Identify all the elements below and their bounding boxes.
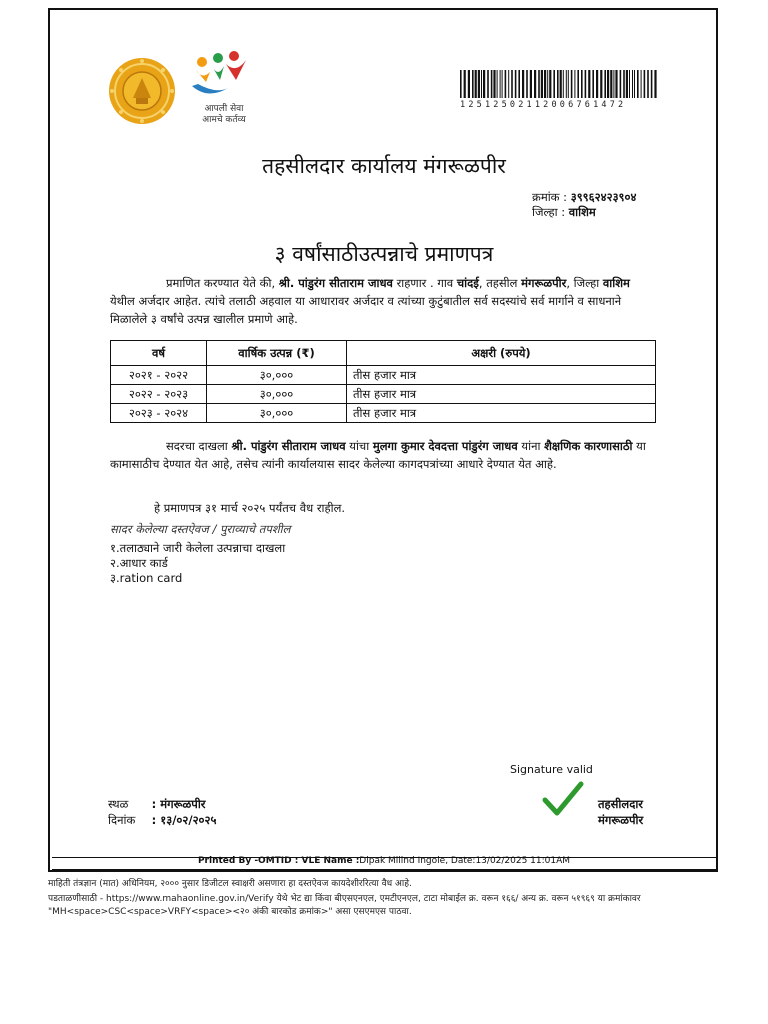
barcode-bar [647, 70, 649, 98]
barcode-bar [557, 70, 559, 98]
barcode-bar [508, 70, 509, 98]
barcode-bar [472, 70, 474, 98]
footer-sms-format: "MH<space>CSC<space>VRFY<space><२० अंकी बारकोड क्रमांक>" असा एसएमएस पाठवा. [48, 907, 412, 917]
barcode-bar [538, 70, 540, 98]
barcode-bar [553, 70, 555, 98]
certificate-number-row [532, 190, 637, 205]
aapli-seva-tagline [194, 104, 254, 126]
barcode-bar [464, 70, 466, 98]
place-value: : मंगरूळपीर [151, 797, 206, 811]
barcode-bar [577, 70, 579, 98]
footer-divider-bottom [52, 869, 716, 870]
barcode-number: 12512502112006761472 [460, 100, 627, 110]
cell-income: ३०,००० [207, 366, 347, 385]
barcode-bar [500, 70, 501, 98]
place-label: स्थळ [108, 797, 129, 811]
barcode-bar [475, 70, 477, 98]
applicant-name: श्री. पांडुरंग सीताराम जाधव [278, 276, 393, 290]
barcode-bar [491, 70, 493, 98]
beneficiary-name: मुलगा कुमार देवदत्ता पांडुरंग जाधव [372, 439, 518, 453]
barcode-bar [518, 70, 520, 98]
district-label: जिल्हा : [532, 205, 566, 219]
barcode-bar [549, 70, 551, 98]
barcode-bar [493, 70, 495, 98]
cell-words: तीस हजार मात्र [347, 385, 656, 404]
barcode-bar [623, 70, 625, 98]
barcode-bar [629, 70, 630, 98]
footer-legal-note: माहिती तंत्रज्ञान (मात) अधिनियम, २००० नुसार डिजीटल स्वाक्षरी असणारा हा दस्तऐवज कायदेशीररित्या वैध आहे. [48, 879, 412, 889]
cell-income: ३०,००० [207, 404, 347, 423]
barcode-bar [592, 70, 594, 98]
cell-words: तीस हजार मात्र [347, 366, 656, 385]
table-row [111, 385, 656, 404]
certificate-title: ३ वर्षांसाठीउत्पन्नाचे प्रमाणपत्र [274, 242, 494, 266]
barcode-bar [530, 70, 532, 98]
printed-by-details: Dipak Milind Ingole, Date:13/02/2025 11:01AM [359, 856, 571, 866]
barcode-bar [541, 70, 543, 98]
purpose-text-4: या कामासाठीच देण्यात येत आहे, तसेच त्यांनी कार्यालयास सादर केलेल्या कागदपत्रांच्या आधारे देण्यात येत आहे. [110, 439, 646, 471]
intro-text-5: येथील अर्जदार आहेत. त्यांचे तलाठी अहवाल या आधारावर अर्जदार व त्यांच्या कुटुंबातील सर्व सदस्यांचे सर्व मार्गाने व साधनाने मिळालेले ३ वर्षांचे उत्पन्न खालील प्रमाणे आहे. [110, 294, 622, 326]
footer-verify-note: पडताळणीसाठी - https://www.mahaonline.gov.in/Verify येथे भेट द्या किंवा बीएसएनएल, एमटीएनएल, टाटा मोबाईल क्र. वरून १६६/ अन्य क्र. वरून ५१९६९ या क्रमांकावर [48, 894, 641, 904]
barcode-bar [468, 70, 470, 98]
purpose-text-2: यांचा [345, 439, 373, 453]
barcode-bar [585, 70, 587, 98]
barcode-bar [641, 70, 642, 98]
barcode-bar [526, 70, 528, 98]
place-row [108, 797, 206, 812]
date-row [108, 813, 217, 828]
office-title: तहसीलदार कार्यालय मंगरूळपीर [262, 154, 506, 178]
barcode-bar [483, 70, 485, 98]
cell-year: २०२३ - २०२४ [111, 404, 207, 423]
table-row [111, 366, 656, 385]
barcode-bar [654, 70, 656, 98]
barcode-bar [544, 70, 546, 98]
purpose-text-3: यांना [517, 439, 545, 453]
barcode-bar [566, 70, 567, 98]
barcode-bar [620, 70, 622, 98]
district-name: वाशिम [602, 276, 630, 290]
cell-words: तीस हजार मात्र [347, 404, 656, 423]
barcode-bar [522, 70, 524, 98]
barcode-bar [571, 70, 573, 98]
barcode-bar [610, 70, 612, 98]
header-in-words: अक्षरी (रुपये) [347, 341, 656, 366]
printed-by-prefix: Printed By -OMTID : VLE Name : [197, 856, 360, 866]
barcode-bar [511, 70, 513, 98]
barcode-bar [560, 70, 562, 98]
barcode-bar [581, 70, 583, 98]
purpose-applicant-name: श्री. पांडुरंग सीताराम जाधव [231, 439, 346, 453]
barcode-bar [505, 70, 507, 98]
barcode-bar [497, 70, 498, 98]
barcode-bar [588, 70, 590, 98]
barcode-bar [596, 70, 598, 98]
barcode-bar [632, 70, 633, 98]
header-year: वर्ष [111, 341, 207, 366]
intro-text-3: , तहसील [478, 276, 522, 290]
table-row [111, 404, 656, 423]
barcode-bar [502, 70, 503, 98]
document-item: १.तलाठ्याने जारी केलेला उत्पन्नाचा दाखला [110, 541, 286, 555]
certificate-number-label: क्रमांक : [532, 190, 568, 204]
barcode-bar [604, 70, 606, 98]
barcode-bar [563, 70, 564, 98]
document-item: २.आधार कार्ड [110, 556, 168, 570]
signatory-role: तहसीलदार [598, 797, 643, 811]
purpose-reason: शैक्षणिक कारणासाठी [544, 439, 633, 453]
header-annual-income: वार्षिक उत्पन्न (₹) [207, 341, 347, 366]
validity-statement [110, 499, 658, 517]
barcode-bar [644, 70, 646, 98]
barcode-bar [607, 70, 609, 98]
seva-tagline-line1: आपली सेवा [204, 104, 244, 114]
intro-text-4: , जिल्हा [566, 276, 603, 290]
cell-year: २०२२ - २०२३ [111, 385, 207, 404]
cell-year: २०२१ - २०२२ [111, 366, 207, 385]
barcode-bar [634, 70, 635, 98]
barcode [460, 70, 660, 98]
district-value: वाशिम [568, 205, 596, 219]
barcode-bar [613, 70, 614, 98]
barcode-bar [534, 70, 536, 98]
printed-by-line [52, 856, 716, 866]
checkmark-icon [542, 780, 584, 818]
barcode-bar [615, 70, 617, 98]
purpose-text-1: सदरचा दाखला [166, 439, 232, 453]
barcode-bar [547, 70, 548, 98]
barcode-bar [626, 70, 628, 98]
signature-valid-label: Signature valid [510, 763, 593, 776]
income-table [110, 340, 656, 423]
barcode-bar [515, 70, 517, 98]
barcode-bar [460, 70, 462, 98]
seva-tagline-line2: आमचे कर्तव्य [202, 115, 246, 125]
barcode-bar [600, 70, 602, 98]
intro-paragraph [110, 274, 658, 328]
barcode-bar [574, 70, 575, 98]
document-item: ३.ration card [110, 571, 183, 585]
date-value: : १३/०२/२०२५ [151, 813, 217, 827]
intro-text-2: राहणार . गाव [392, 276, 457, 290]
barcode-bar [487, 70, 489, 98]
certificate-number-value: ३९९६२४२३९०४ [570, 190, 637, 204]
barcode-bar [481, 70, 482, 98]
purpose-paragraph [110, 437, 658, 473]
barcode-bar [651, 70, 653, 98]
income-table-header [111, 341, 656, 366]
maharashtra-government-seal [107, 54, 177, 126]
village-name: चांदई [456, 276, 479, 290]
cell-income: ३०,००० [207, 385, 347, 404]
documents-heading: सादर केलेल्या दस्तऐवज / पुराव्याचे तपशील [110, 522, 291, 536]
tehsil-name: मंगरूळपीर [521, 276, 567, 290]
date-label: दिनांक [108, 813, 136, 827]
district-row [532, 205, 596, 220]
signatory-place: मंगरूळपीर [598, 813, 644, 827]
validity-text: हे प्रमाणपत्र ३१ मार्च २०२५ पर्यंतच वैध राहील. [154, 501, 346, 515]
barcode-bar [637, 70, 639, 98]
barcode-bar [478, 70, 480, 98]
intro-text-1: प्रमाणित करण्यात येते की, [166, 276, 279, 290]
barcode-bar [568, 70, 569, 98]
aapli-seva-logo [188, 50, 250, 100]
